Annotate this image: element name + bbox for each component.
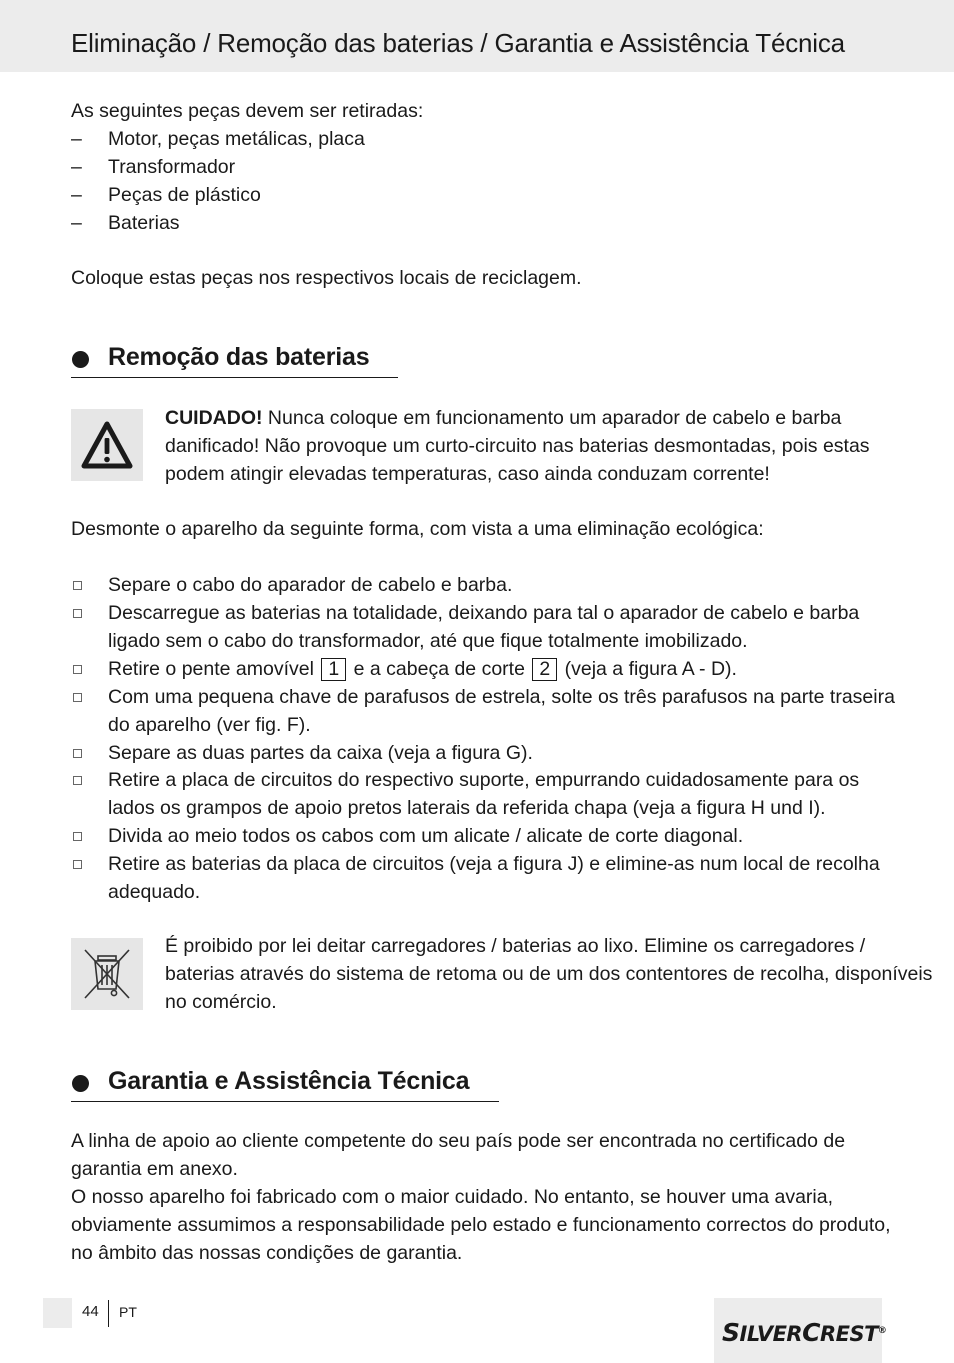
- step-text: Retire o pente amovível: [108, 658, 320, 680]
- warning-line: Nunca coloque em funcionamento um aparador de cabelo e barba: [262, 407, 842, 429]
- step-text: Descarregue as baterias na totalidade, deixando para tal o aparador de cabelo e barba: [108, 602, 860, 624]
- dash-marker: –: [71, 212, 82, 234]
- crossed-bin-icon: [71, 938, 143, 1010]
- section-heading-warranty: [71, 1065, 499, 1102]
- list-item-text: Peças de plástico: [108, 184, 261, 206]
- disposal-line: baterias através do sistema de retoma ou de um dos contentores de recolha, disponíveis: [165, 963, 933, 985]
- warning-line: danificado! Não provoque um curto-circuito nas baterias desmontadas, pois estas: [165, 435, 870, 457]
- list-item-text: Motor, peças metálicas, placa: [108, 128, 365, 150]
- step-text: e a cabeça de corte: [348, 658, 531, 680]
- list-item-text: Transformador: [108, 156, 236, 178]
- disposal-text: [165, 932, 932, 1016]
- warning-line: podem atingir elevadas temperaturas, caso ainda conduzam corrente!: [165, 463, 770, 485]
- step-text: Com uma pequena chave de parafusos de estrela, solte os três parafusos na parte traseira: [108, 686, 895, 708]
- checkbox-bullet-icon: [73, 776, 82, 785]
- list-item: [71, 209, 180, 237]
- checkbox-bullet-icon: [73, 665, 82, 674]
- brand-logo-text: SILVERCREST®: [722, 1318, 887, 1347]
- checkbox-bullet-icon: [73, 832, 82, 841]
- disposal-line: É proibido por lei deitar carregadores / baterias ao lixo. Elimine os carregadores /: [165, 935, 866, 957]
- step-text: Retire a placa de circuitos do respectivo suporte, empurrando cuidadosamente para os: [108, 769, 860, 791]
- recycle-note: Coloque estas peças nos respectivos locais de reciclagem.: [71, 267, 582, 289]
- warning-text: [165, 404, 870, 488]
- step-text: do aparelho (ver fig. F).: [108, 714, 311, 736]
- list-item-text: Baterias: [108, 212, 180, 234]
- step-text: (veja a figura A - D).: [559, 658, 737, 680]
- warranty-line: A linha de apoio ao cliente competente do seu país pode ser encontrada no certificado de: [71, 1130, 846, 1152]
- section-heading-batteries: [71, 341, 398, 378]
- list-item: [71, 153, 235, 181]
- disposal-line: no comércio.: [165, 991, 277, 1013]
- dismantle-intro: Desmonte o aparelho da seguinte forma, com vista a uma eliminação ecológica:: [71, 518, 764, 540]
- part-reference-1: 1: [321, 658, 346, 681]
- footer-divider: [108, 1300, 109, 1327]
- step-text: ligado sem o cabo do transformador, até que fique totalmente imobilizado.: [108, 630, 748, 652]
- brand-logo: [714, 1298, 887, 1363]
- part-reference-2: 2: [532, 658, 557, 681]
- list-item: [71, 125, 365, 153]
- page-number: 44: [82, 1303, 99, 1320]
- step-text: Divida ao meio todos os cabos com um alicate / alicate de corte diagonal.: [108, 825, 744, 847]
- step-text: Retire as baterias da placa de circuitos (veja a figura J) e elimine-as num local de recolha: [108, 853, 880, 875]
- checkbox-bullet-icon: [73, 609, 82, 618]
- list-item: [71, 181, 261, 209]
- footer-marker: [43, 1298, 72, 1328]
- step-text: adequado.: [108, 881, 201, 903]
- page-title: Eliminação / Remoção das baterias / Garantia e Assistência Técnica: [71, 28, 845, 58]
- section-heading-text: Remoção das baterias: [108, 343, 370, 371]
- warranty-text: [71, 1127, 891, 1267]
- warning-label: CUIDADO!: [165, 407, 263, 429]
- warranty-line: O nosso aparelho foi fabricado com o maior cuidado. No entanto, se houver uma avaria,: [71, 1186, 834, 1208]
- page-language: PT: [119, 1304, 137, 1320]
- checkbox-bullet-icon: [73, 749, 82, 758]
- section-heading-text: Garantia e Assistência Técnica: [108, 1067, 470, 1095]
- warranty-line: obviamente assumimos a responsabilidade pelo estado e funcionamento correctos do produto,: [71, 1214, 891, 1236]
- step-text: Separe as duas partes da caixa (veja a figura G).: [108, 742, 533, 764]
- step-text: lados os grampos de apoio pretos laterais da referida chapa (veja a figura H und I).: [108, 797, 826, 819]
- checkbox-bullet-icon: [73, 581, 82, 590]
- checkbox-bullet-icon: [73, 693, 82, 702]
- warranty-line: garantia em anexo.: [71, 1158, 238, 1180]
- step-text: Separe o cabo do aparador de cabelo e barba.: [108, 574, 513, 596]
- dash-marker: –: [71, 184, 82, 206]
- dash-marker: –: [71, 156, 82, 178]
- dash-marker: –: [71, 128, 82, 150]
- intro-lead: As seguintes peças devem ser retiradas:: [71, 100, 424, 122]
- checkbox-bullet-icon: [73, 860, 82, 869]
- warning-icon: [71, 409, 143, 481]
- bullet-icon: [72, 1075, 89, 1092]
- warranty-line: no âmbito das nossas condições de garantia.: [71, 1242, 463, 1264]
- bullet-icon: [72, 351, 89, 368]
